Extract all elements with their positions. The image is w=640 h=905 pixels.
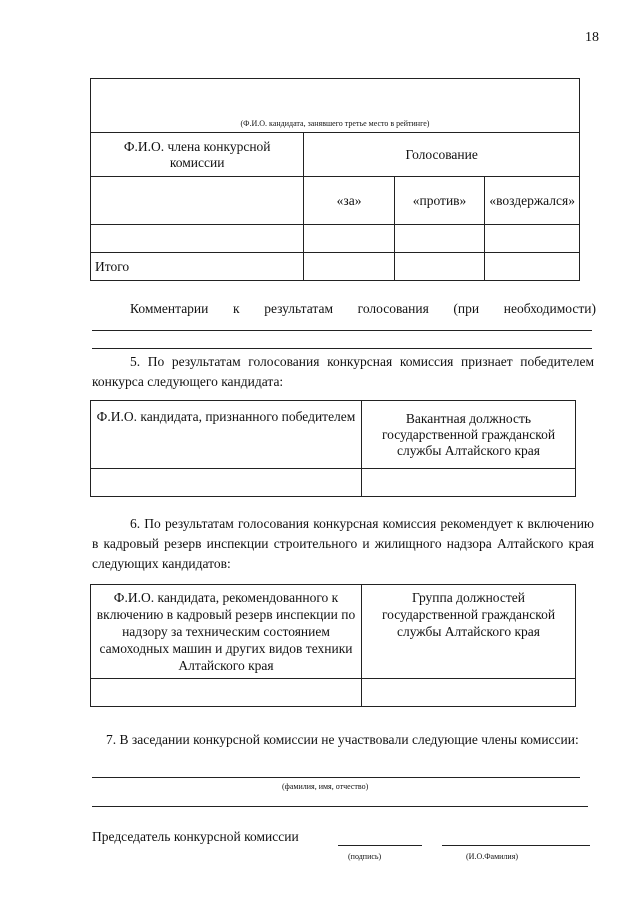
third-candidate-caption: (Ф.И.О. кандидата, занявшего третье место в рейтинге): [240, 119, 430, 128]
voting-table-third-candidate: [90, 78, 580, 281]
initials-line: [442, 845, 590, 846]
page-number: 18: [585, 30, 599, 45]
vote-abstain-header: «воздержался»: [485, 177, 580, 225]
position-group-header: Группа должностей государственной гражданской службы Алтайского края: [362, 585, 576, 679]
paragraph-7: 7. В заседании конкурсной комиссии не участвовали следующие члены комиссии:: [106, 732, 579, 747]
comments-line-1: [92, 330, 592, 331]
fio-caption: (фамилия, имя, отчество): [282, 782, 369, 791]
signature-caption: (подпись): [348, 852, 382, 861]
comments-line-2: [92, 348, 592, 349]
initials-caption: (И.О.Фамилия): [466, 852, 519, 861]
absent-members-line-1: [92, 777, 580, 778]
vacant-position-header: Вакантная должность государственной гражданской службы Алтайского края: [362, 401, 576, 469]
vote-for-header: «за»: [304, 177, 394, 225]
reserve-table: [90, 584, 576, 707]
member-name-header: Ф.И.О. члена конкурсной комиссии: [91, 133, 304, 177]
chairman-label: Председатель конкурсной комиссии: [92, 829, 299, 844]
signature-line: [338, 845, 422, 846]
vote-against-header: «против»: [394, 177, 485, 225]
winner-table: [90, 400, 576, 497]
winner-name-header: Ф.И.О. кандидата, признанного победителем: [91, 401, 362, 469]
comments-label: Комментарии к результатам голосования (при необходимости): [130, 301, 596, 316]
paragraph-5: 5. По результатам голосования конкурсная комиссия признает победителем конкурса следующего кандидата:: [92, 354, 594, 389]
vote-header: Голосование: [304, 133, 580, 177]
total-row-label: Итого: [91, 253, 304, 281]
reserve-candidate-header: Ф.И.О. кандидата, рекомендованного к включению в кадровый резерв инспекции по надзору за техническим состоянием самоходных машин и других видов техники Алтайского края: [91, 585, 362, 679]
absent-members-line-2: [92, 806, 588, 807]
paragraph-6: 6. По результатам голосования конкурсная комиссия рекомендует к включению в кадровый резерв инспекции строительного и жилищного надзора Алтайского края следующих кандидатов:: [92, 516, 594, 571]
